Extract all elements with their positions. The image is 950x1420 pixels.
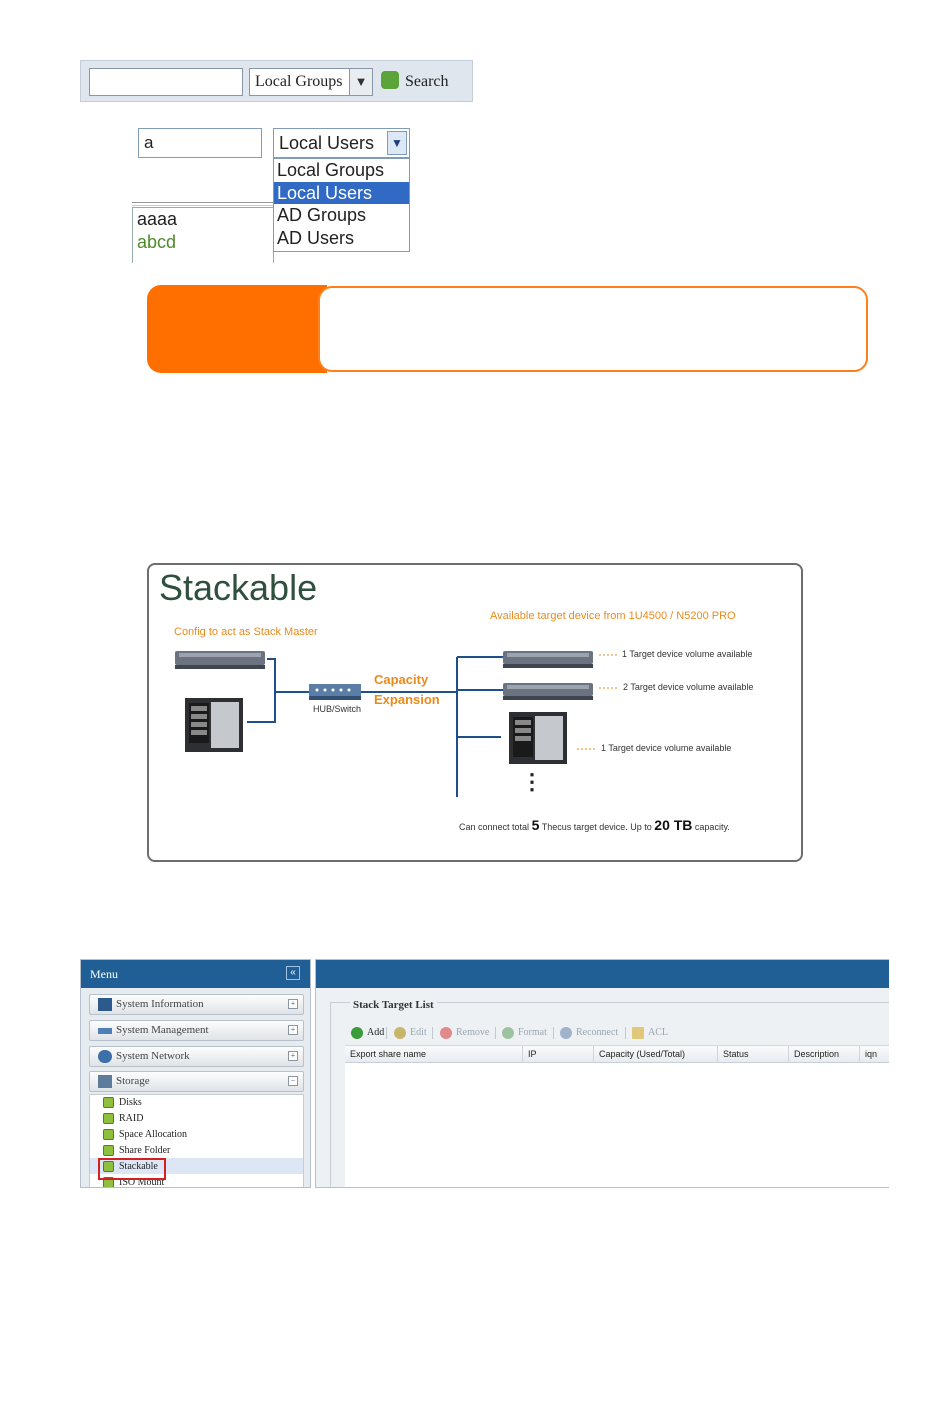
- collapse-menu-button[interactable]: «: [286, 966, 300, 980]
- group-type-select[interactable]: Local Groups: [249, 68, 373, 96]
- column-header[interactable]: IP: [523, 1046, 594, 1063]
- search-toolbar: [80, 60, 473, 102]
- max-capacity: 20 TB: [654, 817, 693, 833]
- puzzle-icon: [381, 71, 399, 89]
- tower-nas-icon: [509, 712, 567, 764]
- capacity-label: Capacity: [374, 672, 429, 687]
- footer-text: Thecus target device. Up to: [541, 822, 652, 832]
- footer-text: Can connect total: [459, 822, 530, 832]
- divider: [132, 202, 274, 206]
- menu-group-label: System Information: [116, 998, 204, 1010]
- option-ad-users[interactable]: AD Users: [277, 227, 355, 248]
- highlight-box: [98, 1158, 166, 1180]
- note-tab: [147, 285, 327, 373]
- switch-icon: [309, 684, 361, 700]
- collapse-icon[interactable]: −: [288, 1076, 298, 1086]
- folder-icon: [632, 1027, 644, 1039]
- table-body: [345, 1063, 889, 1188]
- note-box: [318, 286, 868, 372]
- chevron-down-icon[interactable]: ▼: [349, 69, 372, 95]
- search-input[interactable]: a: [138, 128, 262, 158]
- list-item[interactable]: aaaa: [137, 209, 178, 229]
- reconnect-button[interactable]: [560, 1025, 618, 1041]
- toolbar-label: Add: [367, 1027, 385, 1038]
- storage-cube-icon: [103, 1145, 114, 1156]
- menu-group-label: System Management: [116, 1024, 209, 1036]
- toolbar: [345, 1022, 889, 1042]
- selected-value: Local Users: [279, 133, 375, 153]
- fieldset-legend: Stack Target List: [350, 999, 437, 1011]
- sidebar-item-share-folder[interactable]: [95, 1143, 170, 1159]
- stackable-diagram: [147, 563, 803, 862]
- acl-button[interactable]: [632, 1025, 668, 1041]
- menu-group-label: Storage: [116, 1075, 150, 1087]
- sidebar-item-disks[interactable]: [95, 1095, 142, 1111]
- rack-server-icon: [175, 651, 265, 669]
- toolbar-label: Format: [518, 1027, 547, 1038]
- menu-group-storage[interactable]: [89, 1071, 304, 1092]
- wrench-icon: [98, 1028, 112, 1034]
- option-local-users[interactable]: Local Users: [274, 182, 409, 205]
- footer-text: capacity.: [694, 822, 730, 832]
- dropdown-options: [273, 158, 410, 252]
- book-icon: [98, 998, 112, 1011]
- format-button[interactable]: [502, 1025, 547, 1041]
- sidebar-item-label: Share Folder: [119, 1145, 171, 1156]
- remove-button[interactable]: [440, 1025, 489, 1041]
- search-button-label: Search: [405, 73, 449, 90]
- target-2-caption: 2 Target device volume available: [623, 682, 754, 692]
- menu-title: Menu: [90, 967, 118, 981]
- rack-server-icon: [503, 683, 593, 700]
- storage-icon: [98, 1075, 112, 1088]
- expand-icon[interactable]: +: [288, 1025, 298, 1035]
- sidebar-item-space-allocation[interactable]: [95, 1127, 187, 1143]
- sidebar-item-label: ISO Mount: [119, 1177, 165, 1188]
- master-caption: Config to act as Stack Master: [174, 626, 318, 638]
- edit-button[interactable]: [394, 1025, 427, 1041]
- expand-icon[interactable]: +: [288, 1051, 298, 1061]
- targets-caption: Available target device from 1U4500 / N5200 PRO: [490, 610, 736, 622]
- menu-group-system-information[interactable]: [89, 994, 304, 1015]
- panel-header: [316, 960, 889, 988]
- column-header[interactable]: Capacity (Used/Total): [594, 1046, 718, 1063]
- menu-group-system-network[interactable]: [89, 1046, 304, 1067]
- toolbar-label: Edit: [410, 1027, 427, 1038]
- option-ad-groups[interactable]: AD Groups: [277, 205, 367, 225]
- toolbar-label: Reconnect: [576, 1027, 619, 1038]
- diagram-title: Stackable: [159, 567, 318, 608]
- capacity-footer: [459, 817, 730, 833]
- remove-icon: [440, 1027, 452, 1039]
- sidebar-item-label: Stackable: [119, 1161, 158, 1172]
- reconnect-icon: [560, 1027, 572, 1039]
- option-local-groups[interactable]: Local Groups: [277, 160, 385, 180]
- device-count: 5: [531, 817, 540, 833]
- expand-icon[interactable]: +: [288, 999, 298, 1009]
- column-header[interactable]: Export share name: [345, 1046, 523, 1063]
- results-list: [132, 207, 274, 263]
- storage-cube-icon: [103, 1129, 114, 1140]
- search-input[interactable]: [89, 68, 243, 96]
- format-icon: [502, 1027, 514, 1039]
- sidebar-item-raid[interactable]: [95, 1111, 143, 1127]
- menu-group-label: System Network: [116, 1050, 190, 1062]
- sidebar-menu: [80, 959, 311, 1188]
- network-diagram: [149, 565, 801, 860]
- column-header[interactable]: iqn: [865, 1049, 878, 1059]
- sidebar-item-label: Space Allocation: [119, 1129, 188, 1140]
- menu-header: [81, 960, 310, 988]
- storage-cube-icon: [103, 1097, 114, 1108]
- search-button[interactable]: [381, 69, 471, 95]
- column-header[interactable]: Status: [718, 1046, 789, 1063]
- toolbar-label: ACL: [648, 1027, 668, 1038]
- target-3-caption: 1 Target device volume available: [601, 743, 732, 753]
- expansion-label: Expansion: [374, 692, 440, 707]
- table-header: [345, 1045, 889, 1063]
- edit-icon: [394, 1027, 406, 1039]
- target-1-caption: 1 Target device volume available: [622, 649, 753, 659]
- user-type-select[interactable]: [273, 128, 410, 158]
- sidebar-item-label: Disks: [119, 1097, 142, 1108]
- column-header[interactable]: Description: [789, 1046, 860, 1063]
- content-panel: [315, 959, 889, 1188]
- add-icon: [351, 1027, 363, 1039]
- list-item[interactable]: abcd: [137, 232, 177, 252]
- chevron-down-icon[interactable]: ▼: [387, 131, 407, 155]
- add-button[interactable]: [351, 1025, 384, 1041]
- network-icon: [98, 1050, 112, 1063]
- menu-group-system-management[interactable]: [89, 1020, 304, 1041]
- switch-label: HUB/Switch: [313, 704, 362, 714]
- rack-server-icon: [503, 651, 593, 668]
- more-devices-ellipsis: ⋮: [521, 769, 543, 794]
- toolbar-label: Remove: [456, 1027, 490, 1038]
- storage-cube-icon: [103, 1113, 114, 1124]
- sidebar-item-label: RAID: [119, 1113, 144, 1124]
- tower-nas-icon: [185, 698, 243, 752]
